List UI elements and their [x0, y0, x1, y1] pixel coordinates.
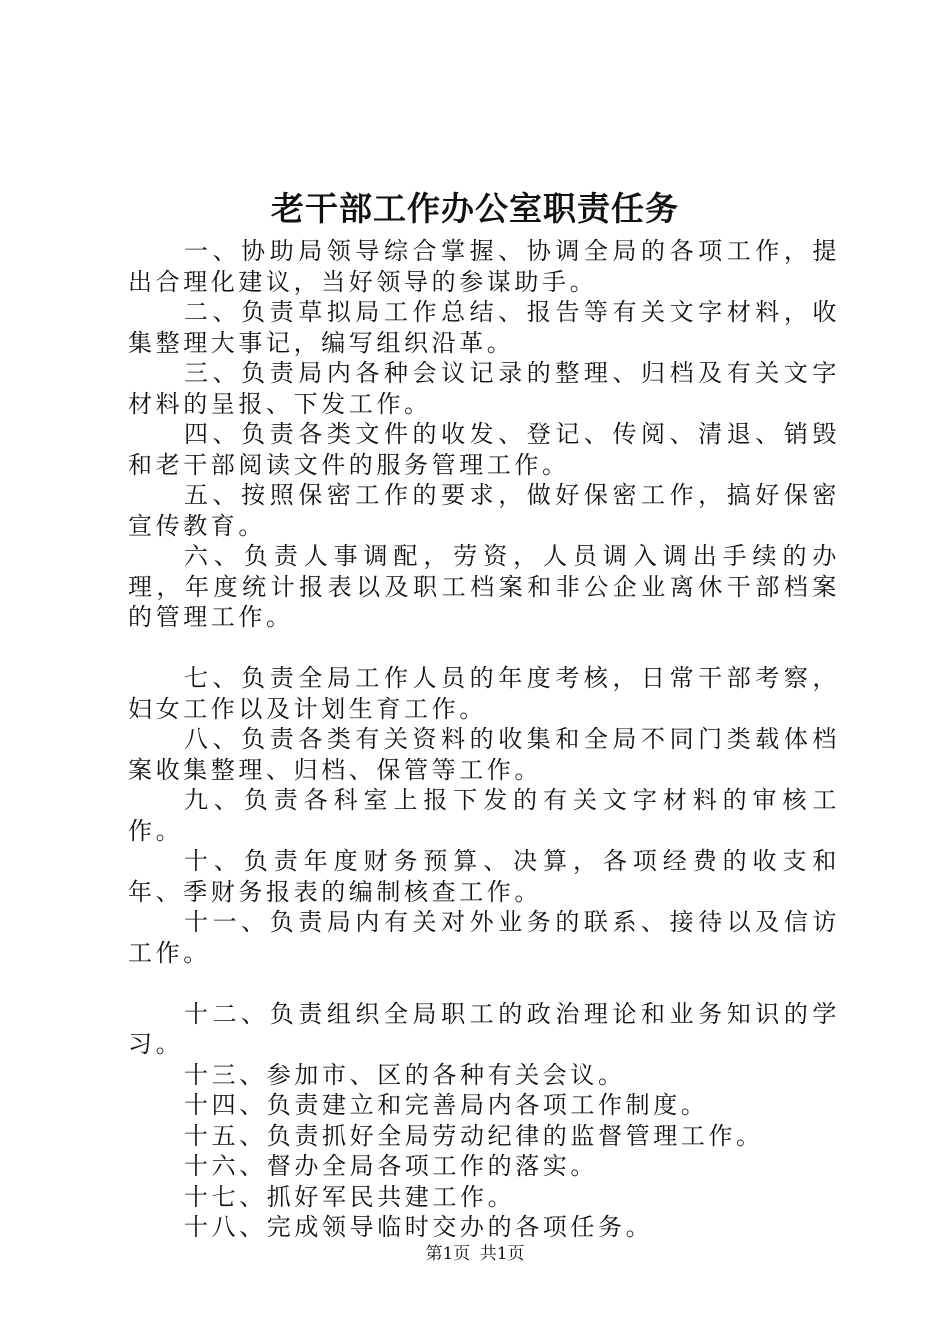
- document-body: [128, 236, 840, 1243]
- duty-item-17: 十七、抓好军民共建工作。: [184, 1182, 516, 1211]
- duty-item-10: 十、负责年度财务预算、决算，各项经费的收支和年、季财务报表的编制核查工作。: [128, 847, 840, 906]
- duty-item-2: 二、负责草拟局工作总结、报告等有关文字材料，收集整理大事记，编写组织沿革。: [128, 298, 840, 357]
- page-total: 共1页: [479, 1244, 525, 1264]
- duty-item-16: 十六、督办全局各项工作的落实。: [184, 1152, 598, 1180]
- duty-item-15: 十五、负责抓好全局劳动纪律的监督管理工作。: [184, 1121, 764, 1150]
- duty-item-8: 八、负责各类有关资料的收集和全局不同门类载体档案收集整理、归档、保管等工作。: [128, 725, 840, 784]
- duty-item-11: 十一、负责局内有关对外业务的联系、接待以及信访工作。: [128, 908, 840, 967]
- duty-item-12: 十二、负责组织全局职工的政治理论和业务知识的学习。: [128, 999, 840, 1058]
- duty-item-1: 一、协助局领导综合掌握、协调全局的各项工作，提出合理化建议，当好领导的参谋助手。: [128, 237, 840, 296]
- page-footer: [0, 1243, 950, 1265]
- page-number: 第1页: [425, 1244, 471, 1264]
- duty-item-5: 五、按照保密工作的要求，做好保密工作，搞好保密宣传教育。: [128, 481, 840, 540]
- duty-item-18: 十八、完成领导临时交办的各项任务。: [184, 1213, 654, 1241]
- duty-item-7: 七、负责全局工作人员的年度考核，日常干部考察，妇女工作以及计划生育工作。: [128, 664, 840, 723]
- duty-item-3: 三、负责局内各种会议记录的整理、归档及有关文字材料的呈报、下发工作。: [128, 359, 840, 418]
- document-title: 老干部工作办公室职责任务: [271, 189, 679, 228]
- duty-item-13: 十三、参加市、区的各种有关会议。: [184, 1060, 626, 1089]
- duty-item-6: 六、负责人事调配，劳资，人员调入调出手续的办理，年度统计报表以及职工档案和非公企业离休干部档案的管理工作。: [128, 542, 840, 631]
- duty-item-14: 十四、负责建立和完善局内各项工作制度。: [184, 1091, 709, 1119]
- duty-item-9: 九、负责各科室上报下发的有关文字材料的审核工作。: [128, 786, 840, 845]
- duty-item-4: 四、负责各类文件的收发、登记、传阅、清退、销毁和老干部阅读文件的服务管理工作。: [128, 420, 840, 479]
